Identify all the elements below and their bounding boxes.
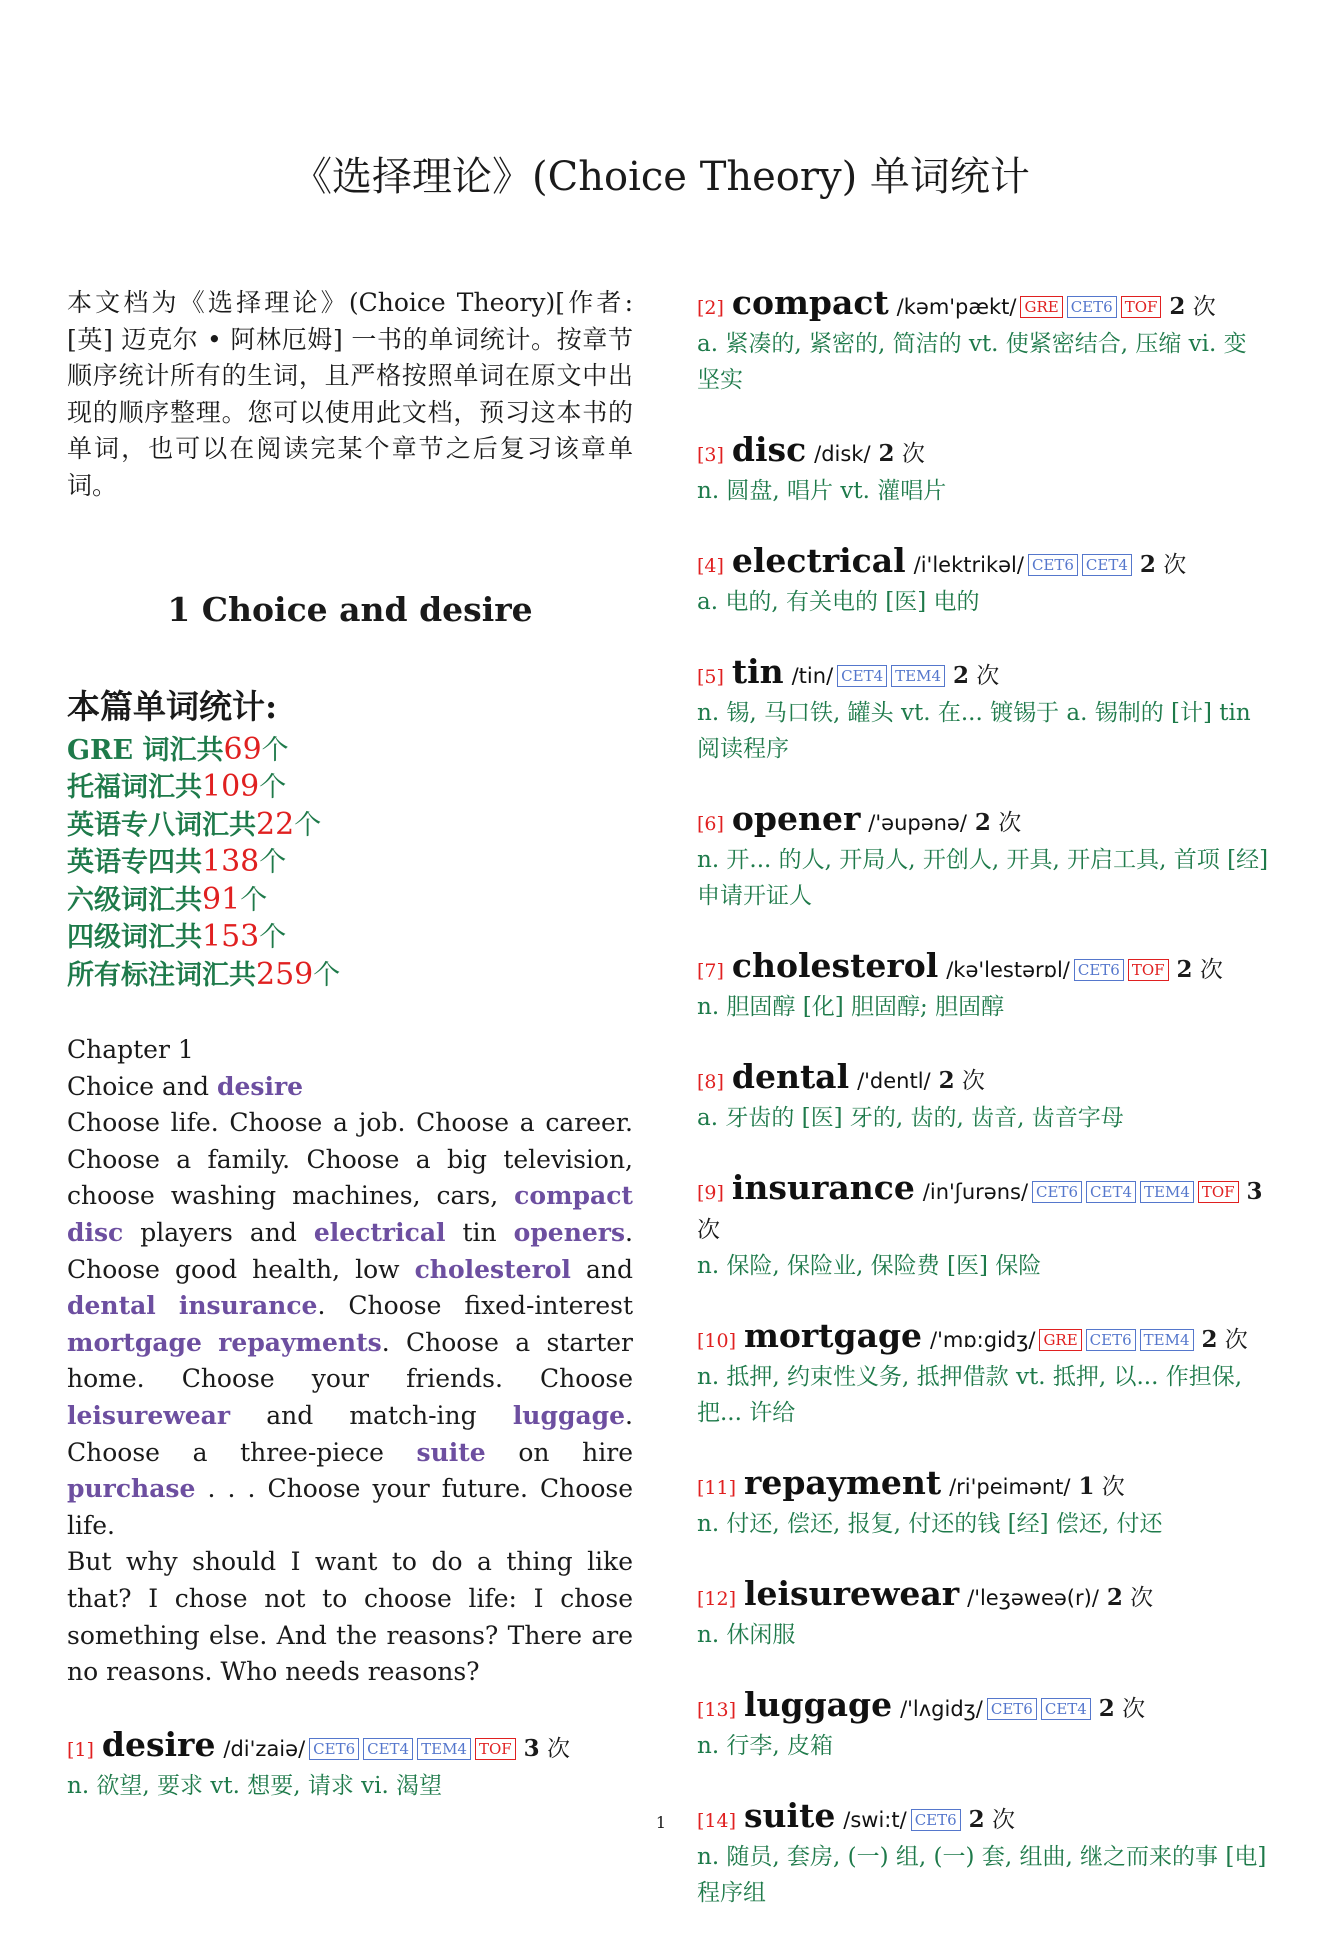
stat-tem8: 英语专八词汇共22个	[67, 806, 322, 842]
entry-meaning: n. 行李, 皮箱	[697, 1733, 834, 1759]
entry-3: [3] disc /disk/ 2 次 n. 圆盘, 唱片 vt. 灌唱片	[697, 432, 1269, 509]
intro-paragraph: 本文档为《选择理论》(Choice Theory)[作者: [英] 迈克尔 • 阿林厄姆] 一书的单词统计。按章节顺序统计所有的生词，且严格按照单词在原文中出现的顺序整理。您可以使用此文档，预习这本书的单词，也可以在阅读完某个章节之后复习该章单词。	[67, 288, 633, 500]
entry-meaning: n. 随员, 套房, (一) 组, (一) 套, 组曲, 继之而来的事 [电] 程序组	[697, 1844, 1267, 1906]
stat-gre: GRE 词汇共69个	[67, 731, 289, 767]
headword: leisurewear	[743, 1574, 960, 1613]
stat-all: 所有标注词汇共259个	[67, 956, 341, 992]
headword: compact	[731, 283, 889, 322]
entry-meaning: n. 开... 的人, 开局人, 开创人, 开具, 开启工具, 首项 [经] 申请开证人	[697, 847, 1269, 909]
chapter-text	[67, 1032, 633, 1691]
entry-6: [6] opener /'əupənə/ 2 次 n. 开... 的人, 开局人, 开创人, 开具, 开启工具, 首项 [经] 申请开证人	[697, 801, 1269, 914]
entry-9: [9] insurance /in'ʃurəns/ CET6 CET4 TEM4 TOF 3 次 n. 保险, 保险业, 保险费 [医] 保险	[697, 1170, 1269, 1284]
entry-14: [14] suite /swi:t/ CET6 2 次 n. 随员, 套房, (一) 组, (一) 套, 组曲, 继之而来的事 [电] 程序组	[697, 1798, 1269, 1911]
passage-paragraph-1: Choose life. Choose a job. Choose a career. Choose a family. Choose a big television, choose washing machines, cars, compact disc players and electrical tin openers. Choose good health, low cholesterol and dental insurance. Choose fixed-interest mortgage repayments. Choose a starter home. Choose your friends. Choose leisurewear and match-ing luggage. Choose a three-piece suite on hire purchase . . . Choose your future. Choose life.	[67, 1108, 633, 1540]
chapter-title: 1 Choice and desire	[167, 589, 533, 629]
stat-cet4: 四级词汇共153个	[67, 919, 287, 955]
right-column	[697, 285, 1269, 1945]
headword: opener	[731, 799, 861, 838]
entry-meaning: n. 抵押, 约束性义务, 抵押借款 vt. 抵押, 以... 作担保, 把... 许给	[697, 1364, 1243, 1426]
headword: dental	[731, 1057, 850, 1096]
entry-7: [7] cholesterol /kə'lestərɒl/ CET6 TOF 2 次 n. 胆固醇 [化] 胆固醇; 胆固醇	[697, 948, 1269, 1025]
headword: electrical	[731, 541, 906, 580]
stat-tem4: 英语专四共138个	[67, 844, 287, 880]
entry-2: [2] compact /kəm'pækt/ GRE CET6 TOF 2 次 a. 紧凑的, 紧密的, 简洁的 vt. 使紧密结合, 压缩 vi. 变坚实	[697, 285, 1269, 398]
entry-1: [1] desire /di'zaiə/ CET6 CET4 TEM4 TOF 3 次 n. 欲望, 要求 vt. 想要, 请求 vi. 渴望	[67, 1727, 633, 1804]
entry-meaning: n. 胆固醇 [化] 胆固醇; 胆固醇	[697, 994, 1005, 1020]
page-number: 1	[655, 1813, 667, 1832]
chapter-heading: Choice and desire	[67, 1071, 304, 1101]
entry-13: [13] luggage /'lʌgidʒ/ CET6 CET4 2 次 n. 行李, 皮箱	[697, 1687, 1269, 1764]
entry-4: [4] electrical /i'lektrikəl/ CET6 CET4 2 次 a. 电的, 有关电的 [医] 电的	[697, 543, 1269, 620]
entry-meaning: n. 锡, 马口铁, 罐头 vt. 在... 镀锡于 a. 锡制的 [计] tin 阅读程序	[697, 700, 1251, 762]
passage-paragraph-2: But why should I want to do a thing like that? I chose not to choose life: I chose something else. And the reasons? There are no reasons. Who needs reasons?	[67, 1547, 633, 1687]
headword: tin	[731, 652, 784, 691]
entry-meaning: a. 紧凑的, 紧密的, 简洁的 vt. 使紧密结合, 压缩 vi. 变坚实	[697, 331, 1247, 393]
headword: desire	[101, 1724, 216, 1764]
headword: insurance	[731, 1168, 915, 1207]
headword: cholesterol	[731, 946, 939, 985]
chapter-label: Chapter 1	[67, 1035, 194, 1065]
headword: mortgage	[743, 1316, 923, 1355]
entry-meaning: a. 电的, 有关电的 [医] 电的	[697, 589, 980, 615]
entry-meaning: n. 保险, 保险业, 保险费 [医] 保险	[697, 1253, 1042, 1279]
headword: repayment	[743, 1463, 942, 1502]
entry-10: [10] mortgage /'mɒ:gidʒ/ GRE CET6 TEM4 2 次 n. 抵押, 约束性义务, 抵押借款 vt. 抵押, 以... 作担保, 把... 许给	[697, 1318, 1269, 1431]
stats-list	[67, 732, 633, 995]
entry-12: [12] leisurewear /'leʒəweə(r)/ 2 次 n. 休闲服	[697, 1576, 1269, 1653]
entry-meaning: n. 圆盘, 唱片 vt. 灌唱片	[697, 478, 947, 504]
stat-cet6: 六级词汇共91个	[67, 881, 268, 917]
entry-11: [11] repayment /ri'peimənt/ 1 次 n. 付还, 偿还, 报复, 付还的钱 [经] 偿还, 付还	[697, 1465, 1269, 1542]
entry-meaning: n. 休闲服	[697, 1622, 796, 1648]
headword: disc	[731, 430, 807, 469]
left-column	[67, 285, 633, 1838]
headword: luggage	[743, 1685, 893, 1724]
entry-8: [8] dental /'dentl/ 2 次 a. 牙齿的 [医] 牙的, 齿的, 齿音, 齿音字母	[697, 1059, 1269, 1136]
headword: suite	[743, 1796, 836, 1835]
stats-title: 本篇单词统计:	[67, 686, 278, 726]
entry-meaning: n. 付还, 偿还, 报复, 付还的钱 [经] 偿还, 付还	[697, 1511, 1163, 1537]
stat-toefl: 托福词汇共109个	[67, 769, 287, 805]
entry-meaning: a. 牙齿的 [医] 牙的, 齿的, 齿音, 齿音字母	[697, 1105, 1124, 1131]
entry-5: [5] tin /tin/ CET4 TEM4 2 次 n. 锡, 马口铁, 罐头 vt. 在... 镀锡于 a. 锡制的 [计] tin 阅读程序	[697, 654, 1269, 767]
document-title: 《选择理论》(Choice Theory) 单词统计	[292, 154, 1030, 200]
entry-meaning: n. 欲望, 要求 vt. 想要, 请求 vi. 渴望	[67, 1772, 443, 1799]
